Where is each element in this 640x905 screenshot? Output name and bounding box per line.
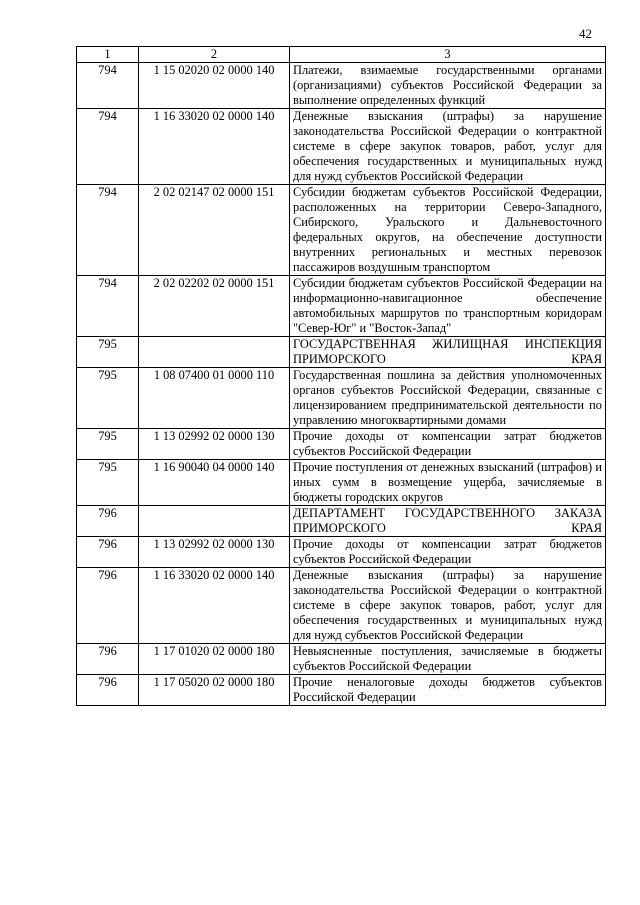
table-row xyxy=(77,276,606,337)
admin-code-cell: 795 xyxy=(77,460,139,506)
revenue-code-cell: 1 13 02992 02 0000 130 xyxy=(139,429,290,460)
admin-code-cell: 794 xyxy=(77,185,139,276)
description-cell: Субсидии бюджетам субъектов Российской Федерации на информационно-навигационное обеспечение автомобильных маршрутов по транспортным коридорам "Север-Юг" и "Восток-Запад" xyxy=(290,276,606,337)
revenue-code-cell: 1 08 07400 01 0000 110 xyxy=(139,368,290,429)
description-cell: Невыясненные поступления, зачисляемые в бюджеты субъектов Российской Федерации xyxy=(290,644,606,675)
table-row xyxy=(77,506,606,537)
table-row xyxy=(77,368,606,429)
page-number: 42 xyxy=(579,26,592,41)
revenue-code-cell: 1 13 02992 02 0000 130 xyxy=(139,537,290,568)
admin-code-cell: 796 xyxy=(77,506,139,537)
admin-code-cell: 794 xyxy=(77,63,139,109)
column-header-1: 1 xyxy=(77,47,139,63)
description-cell: Прочие доходы от компенсации затрат бюджетов субъектов Российской Федерации xyxy=(290,537,606,568)
revenue-codes-table xyxy=(76,46,606,706)
description-cell: Прочие поступления от денежных взысканий (штрафов) и иных сумм в возмещение ущерба, зачисляемые в бюджеты городских округов xyxy=(290,460,606,506)
description-cell: Денежные взыскания (штрафы) за нарушение законодательства Российской Федерации о контрактной системе в сфере закупок товаров, работ, услуг для обеспечения государственных и муниципальных нужд для нужд субъектов Российской Федерации xyxy=(290,109,606,185)
table-row xyxy=(77,429,606,460)
admin-code-cell: 795 xyxy=(77,368,139,429)
table-row xyxy=(77,109,606,185)
revenue-code-cell xyxy=(139,337,290,368)
admin-code-cell: 796 xyxy=(77,675,139,706)
admin-code-cell: 795 xyxy=(77,429,139,460)
organization-heading-cell: ГОСУДАРСТВЕННАЯ ЖИЛИЩНАЯ ИНСПЕКЦИЯ ПРИМОРСКОГО КРАЯ xyxy=(290,337,606,368)
revenue-code-cell: 1 16 90040 04 0000 140 xyxy=(139,460,290,506)
table-body xyxy=(77,63,606,706)
admin-code-cell: 794 xyxy=(77,109,139,185)
description-cell: Платежи, взимаемые государственными органами (организациями) субъектов Российской Федерации за выполнение определенных функций xyxy=(290,63,606,109)
admin-code-cell: 796 xyxy=(77,644,139,675)
column-header-3: 3 xyxy=(290,47,606,63)
revenue-code-cell: 1 17 01020 02 0000 180 xyxy=(139,644,290,675)
revenue-code-cell: 2 02 02147 02 0000 151 xyxy=(139,185,290,276)
revenue-code-cell: 2 02 02202 02 0000 151 xyxy=(139,276,290,337)
admin-code-cell: 794 xyxy=(77,276,139,337)
revenue-code-cell: 1 16 33020 02 0000 140 xyxy=(139,568,290,644)
description-cell: Денежные взыскания (штрафы) за нарушение законодательства Российской Федерации о контрактной системе в сфере закупок товаров, работ, услуг для обеспечения государственных и муниципальных нужд для нужд субъектов Российской Федерации xyxy=(290,568,606,644)
table-row xyxy=(77,568,606,644)
description-cell: Прочие доходы от компенсации затрат бюджетов субъектов Российской Федерации xyxy=(290,429,606,460)
admin-code-cell: 795 xyxy=(77,337,139,368)
table-row xyxy=(77,185,606,276)
description-cell: Прочие неналоговые доходы бюджетов субъектов Российской Федерации xyxy=(290,675,606,706)
organization-heading-cell: ДЕПАРТАМЕНТ ГОСУДАРСТВЕННОГО ЗАКАЗА ПРИМОРСКОГО КРАЯ xyxy=(290,506,606,537)
table-row xyxy=(77,460,606,506)
table-row xyxy=(77,644,606,675)
table-row xyxy=(77,337,606,368)
table-row xyxy=(77,537,606,568)
table-row xyxy=(77,675,606,706)
description-cell: Субсидии бюджетам субъектов Российской Федерации, расположенных на территории Северо-Западного, Сибирского, Уральского и Дальневосточного федеральных округов, на обеспечение доступности внутренних региональных и местных перевозок пассажиров воздушным транспортом xyxy=(290,185,606,276)
description-cell: Государственная пошлина за действия уполномоченных органов субъектов Российской Федерации, связанные с лицензированием предпринимательской деятельности по управлению многоквартирными домами xyxy=(290,368,606,429)
table-header-row xyxy=(77,47,606,63)
table-row xyxy=(77,63,606,109)
revenue-code-cell: 1 16 33020 02 0000 140 xyxy=(139,109,290,185)
revenue-code-cell xyxy=(139,506,290,537)
column-header-2: 2 xyxy=(139,47,290,63)
revenue-code-cell: 1 15 02020 02 0000 140 xyxy=(139,63,290,109)
admin-code-cell: 796 xyxy=(77,568,139,644)
revenue-code-cell: 1 17 05020 02 0000 180 xyxy=(139,675,290,706)
admin-code-cell: 796 xyxy=(77,537,139,568)
